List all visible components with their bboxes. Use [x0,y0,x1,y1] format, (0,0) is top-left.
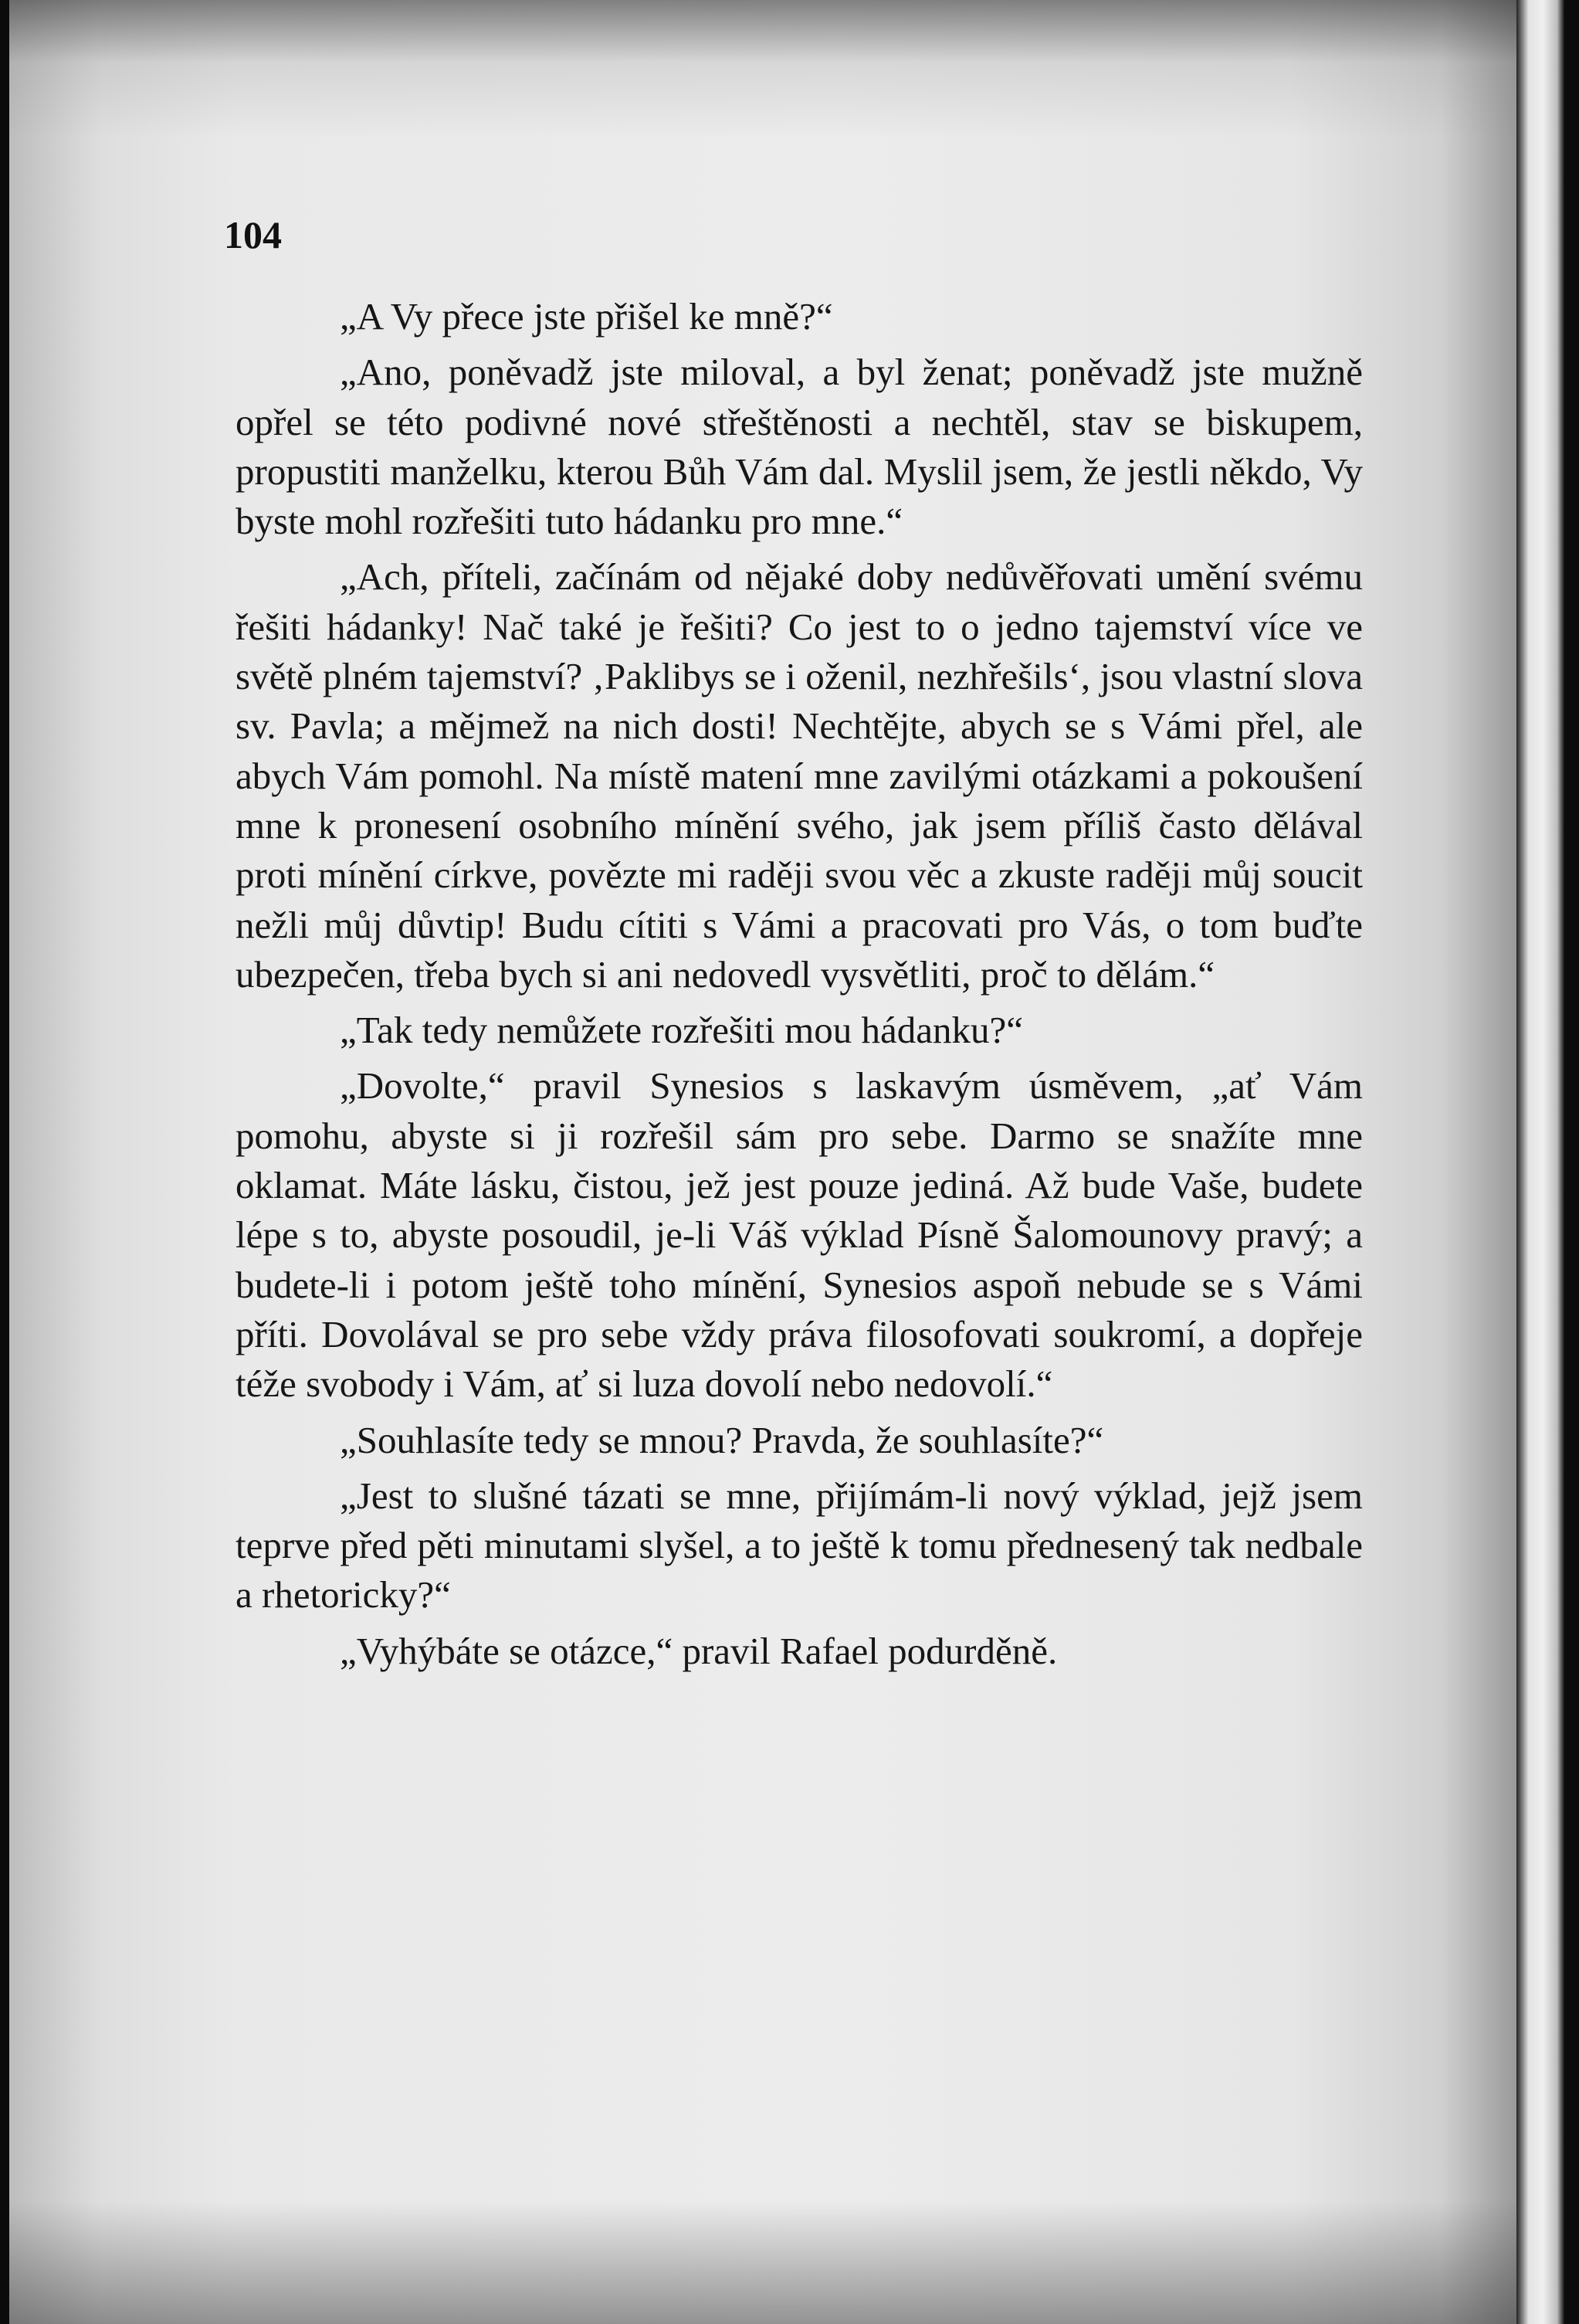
paragraph: „Souhlasíte tedy se mnou? Pravda, že souhlasíte?“ [340,1418,1104,1461]
adjacent-page-edge [1516,0,1564,2324]
paragraph: „Ano, poněvadž jste miloval, a byl ženat; poněvadž jste mužně opřel se této podivné nové střeštěnosti a nechtěl, stav se biskupem, propustiti manželku, kterou Bůh Vám dal. Myslil jsem, že jestli někdo, Vy byste mohl rozřešiti tuto hádanku pro mne.“ [235,351,1363,543]
paragraph: „Tak tedy nemůžete rozřešiti mou hádanku?“ [340,1009,1023,1052]
paragraph: „A Vy přece jste přišel ke mně?“ [340,295,833,338]
page-number: 104 [224,213,282,256]
paragraph: „Vyhýbáte se otázce,“ pravil Rafael podurděně. [340,1629,1058,1672]
body-text [235,292,1363,1682]
paragraph: „Dovolte,“ pravil Synesios s laskavým úsměvem, „ať Vám pomohu, abyste si ji rozřešil sám pro sebe. Darmo se snažíte mne oklamat. Máte lásku, čistou, jež jest pouze jediná. Až bude Vaše, budete lépe s to, abyste posoudil, je-li Váš výklad Písně Šalomounovy pravý; a budete-li i potom ještě toho mínění, Synesios aspoň nebude se s Vámi příti. Dovolával se pro sebe vždy práva filosofovati soukromí, a dopřeje téže svobody i Vám, ať si luza dovolí nebo nedovolí.“ [235,1064,1363,1406]
paragraph: „Ach, příteli, začínám od nějaké doby nedůvěřovati umění svému řešiti hádanky! Nač také je řešiti? Co jest to o jedno tajemství více ve světě plném tajemství? ‚Paklibys se i oženil, nezhřešils‘, jsou vlastní slova sv. Pavla; a mějmež na nich dosti! Nechtějte, abych se s Vámi přel, ale abych Vám pomohl. Na místě matení mne zavilými otázkami a pokoušení mne k pronesení osobního mínění svého, jak jsem příliš často dělával proti mínění církve, povězte mi raději svou věc a zkuste raději můj soucit nežli můj důvtip! Budu cítiti s Vámi a pracovati pro Vás, o tom buďte ubezpečen, třeba bych si ani nedovedl vysvětliti, proč to dělám.“ [235,555,1363,996]
paragraph: „Jest to slušné tázati se mne, přijímám-li nový výklad, jejž jsem teprve před pěti minutami slyšel, a to ještě k tomu přednesený tak nedbale a rhetoricky?“ [235,1474,1363,1617]
